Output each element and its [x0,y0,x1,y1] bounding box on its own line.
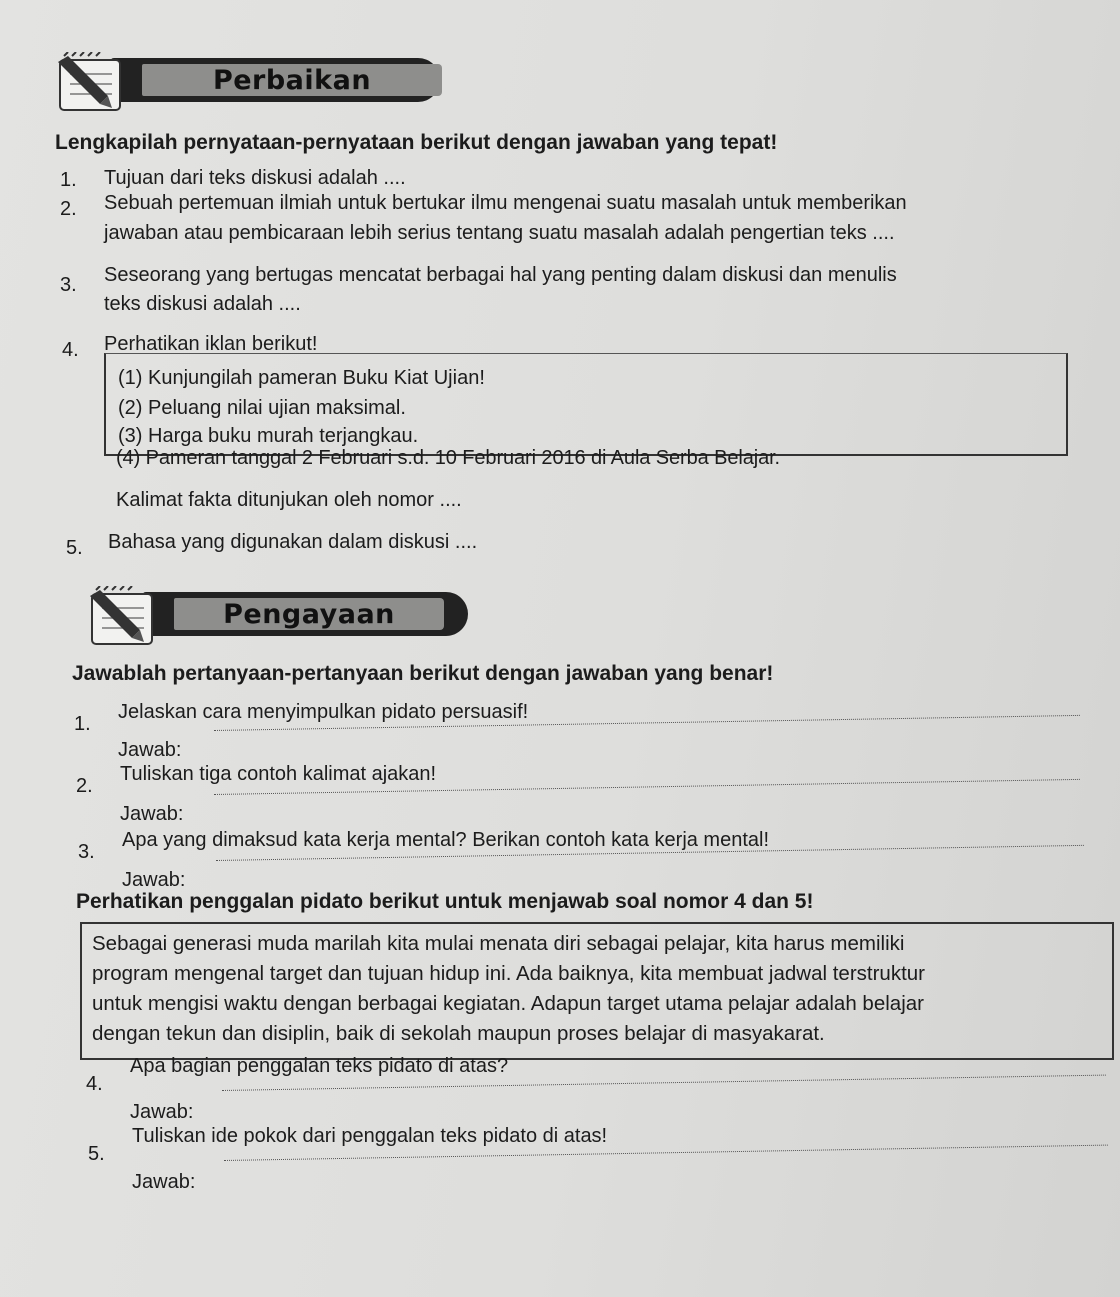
answer-label: Jawab: [120,803,184,825]
perbaikan-instruction: Lengkapilah pernyataan-pernyataan berikut dengan jawaban yang tepat! [55,131,778,154]
question-text: Jelaskan cara menyimpulkan pidato persuasif! [118,701,529,723]
ad-line-4-visible: (4) Pameran tanggal 2 Februari s.d. 10 Februari 2016 di Aula Serba Belajar. [116,447,781,469]
ad-line-2: (2) Peluang nilai ujian maksimal. [118,397,406,419]
answer-label: Jawab: [132,1171,196,1193]
item-text: Bahasa yang digunakan dalam diskusi .... [108,531,478,553]
banner-label-box [142,64,442,96]
pengayaan-instruction: Jawablah pertanyaan-pertanyaan berikut dengan jawaban yang benar! [72,662,774,685]
pengayaan-banner [82,592,468,636]
advertisement-box [104,353,1068,456]
speech-passage-box [80,922,1114,1060]
question-number: 3. [78,841,95,863]
item-number: 5. [66,537,83,559]
answer-label: Jawab: [130,1101,194,1123]
item-number: 1. [60,169,77,191]
pengayaan-title: Pengayaan [223,598,395,630]
answer-label: Jawab: [122,869,186,891]
question-number: 2. [76,775,93,797]
question-number: 5. [88,1143,105,1165]
notepad-pencil-icon [50,52,126,114]
perbaikan-title: Perbaikan [212,64,372,96]
item-text: Seseorang yang bertugas mencatat berbagai hal yang penting dalam diskusi dan menulis [104,264,897,286]
passage-line: dengan tekun dan disiplin, baik di sekolah maupun proses belajar di masyakarat. [92,1022,825,1045]
passage-line: program mengenal target dan tujuan hidup ini. Ada baiknya, kita membuat jadwal terstruktur [92,962,926,985]
item-number: 2. [60,198,77,220]
question-text: Tuliskan ide pokok dari penggalan teks pidato di atas! [132,1125,608,1147]
answer-label: Jawab: [118,739,182,761]
question-number: 4. [86,1073,103,1095]
item-4-question: Kalimat fakta ditunjukan oleh nomor .... [116,489,462,511]
notepad-pencil-icon [82,586,158,648]
item-text: jawaban atau pembicaraan lebih serius tentang suatu masalah adalah pengertian teks .... [104,222,895,244]
item-text: Sebuah pertemuan ilmiah untuk bertukar ilmu mengenai suatu masalah untuk memberikan [104,192,907,214]
banner-label-box [174,598,444,630]
passage-line: untuk mengisi waktu dengan berbagai kegiatan. Adapun target utama pelajar adalah belajar [92,992,924,1015]
perbaikan-banner [50,58,440,102]
question-text: Apa yang dimaksud kata kerja mental? Berikan contoh kata kerja mental! [122,829,770,851]
item-number: 4. [62,339,79,361]
question-text: Tuliskan tiga contoh kalimat ajakan! [120,763,437,785]
item-number: 3. [60,274,77,296]
question-text: Apa bagian penggalan teks pidato di atas? [130,1055,509,1077]
item-text: Perhatikan iklan berikut! [104,333,318,355]
ad-line-3: (3) Harga buku murah terjangkau. [118,425,419,447]
ad-line-1: (1) Kunjungilah pameran Buku Kiat Ujian! [118,367,485,389]
passage-line: Sebagai generasi muda marilah kita mulai menata diri sebagai pelajar, kita harus memiliki [92,932,905,955]
item-text: teks diskusi adalah .... [104,293,301,315]
item-text: Tujuan dari teks diskusi adalah .... [104,167,406,189]
question-number: 1. [74,713,91,735]
passage-instruction: Perhatikan penggalan pidato berikut untuk menjawab soal nomor 4 dan 5! [76,890,814,913]
